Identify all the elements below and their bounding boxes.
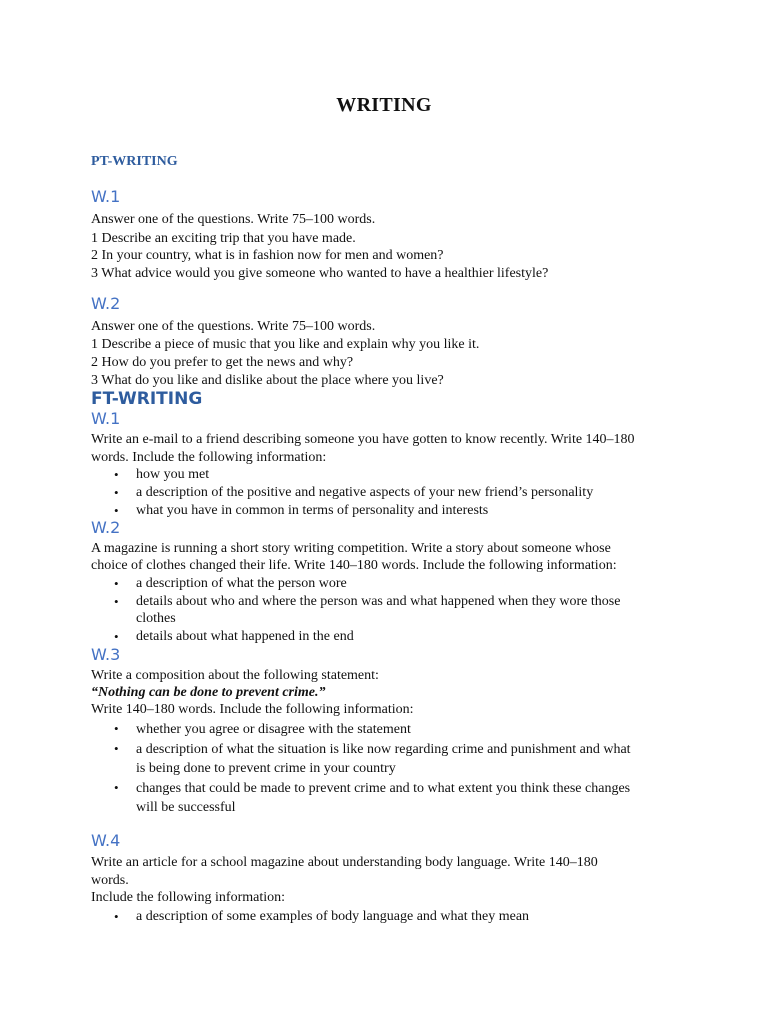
pt-w2-line: 2 How do you prefer to get the news and why?	[91, 355, 354, 370]
pt-w2-line: 1 Describe a piece of music that you like and explain why you like it.	[91, 337, 480, 352]
document-title: WRITING	[336, 94, 432, 116]
pt-w1-line: 2 In your country, what is in fashion now for men and women?	[91, 248, 444, 263]
ft-w1-intro: words. Include the following information:	[91, 450, 327, 465]
bullet-icon: •	[114, 909, 119, 924]
pt-w2-heading: W.2	[91, 294, 121, 313]
ft-w2-heading: W.2	[91, 518, 121, 537]
ft-w3-heading: W.3	[91, 645, 121, 664]
ft-w4-intro: words.	[91, 873, 129, 888]
ft-w1-bullet: how you met	[136, 467, 210, 482]
bullet-icon: •	[114, 485, 119, 500]
ft-w3-quote: “Nothing can be done to prevent crime.”	[91, 685, 326, 700]
bullet-icon: •	[114, 467, 119, 482]
ft-w3-bullet-cont: is being done to prevent crime in your country	[136, 761, 396, 776]
ft-w3-bullet: a description of what the situation is like now regarding crime and punishment and what	[136, 742, 631, 757]
ft-w3-instruction: Write 140–180 words. Include the following information:	[91, 702, 414, 717]
bullet-icon: •	[114, 576, 119, 591]
ft-w1-heading: W.1	[91, 409, 121, 428]
ft-w1-bullet: a description of the positive and negative aspects of your new friend’s personality	[136, 485, 594, 500]
ft-w1-bullet: what you have in common in terms of personality and interests	[136, 503, 489, 518]
ft-w2-bullet-cont: clothes	[136, 611, 176, 626]
pt-w1-line: 1 Describe an exciting trip that you have made.	[91, 231, 356, 246]
ft-w2-intro: choice of clothes changed their life. Write 140–180 words. Include the following information:	[91, 558, 617, 573]
bullet-icon: •	[114, 503, 119, 518]
ft-w3-bullet-cont: will be successful	[136, 800, 236, 815]
pt-w1-heading: W.1	[91, 187, 121, 206]
ft-w4-heading: W.4	[91, 831, 121, 850]
ft-w2-bullet: details about who and where the person was and what happened when they wore those	[136, 594, 621, 609]
bullet-icon: •	[114, 721, 119, 736]
pt-w2-line: Answer one of the questions. Write 75–100 words.	[91, 319, 376, 334]
pt-w2-line: 3 What do you like and dislike about the place where you live?	[91, 373, 444, 388]
bullet-icon: •	[114, 594, 119, 609]
ft-w1-intro: Write an e-mail to a friend describing someone you have gotten to know recently. Write 140–180	[91, 432, 635, 447]
pt-w1-line: 3 What advice would you give someone who wanted to have a healthier lifestyle?	[91, 266, 549, 281]
pt-w1-line: Answer one of the questions. Write 75–100 words.	[91, 212, 376, 227]
bullet-icon: •	[114, 629, 119, 644]
ft-w2-bullet: a description of what the person wore	[136, 576, 347, 591]
ft-w3-bullet: whether you agree or disagree with the statement	[136, 722, 411, 737]
pt-writing-heading: PT-WRITING	[91, 154, 178, 169]
ft-w4-instruction: Include the following information:	[91, 890, 286, 905]
ft-w3-bullet: changes that could be made to prevent crime and to what extent you think these changes	[136, 781, 631, 796]
bullet-icon: •	[114, 741, 119, 756]
bullet-icon: •	[114, 780, 119, 795]
ft-w3-intro: Write a composition about the following statement:	[91, 668, 379, 683]
ft-w2-bullet: details about what happened in the end	[136, 629, 354, 644]
ft-w4-intro: Write an article for a school magazine about understanding body language. Write 140–180	[91, 855, 598, 870]
ft-writing-heading: FT-WRITING	[91, 389, 203, 409]
ft-w4-bullet: a description of some examples of body language and what they mean	[136, 909, 530, 924]
ft-w2-intro: A magazine is running a short story writing competition. Write a story about someone whose	[91, 541, 611, 556]
